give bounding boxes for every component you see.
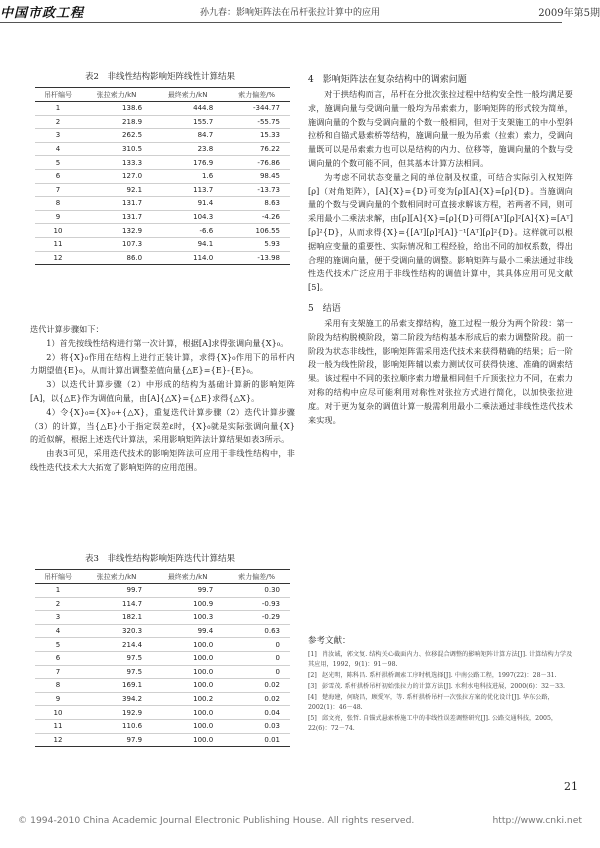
reference-number: [2] bbox=[308, 672, 317, 679]
table-cell: 6 bbox=[35, 651, 81, 665]
reference-number: [4] bbox=[308, 694, 317, 701]
section-5-heading: 5 结语 bbox=[308, 303, 341, 314]
table-cell: -0.29 bbox=[223, 611, 290, 625]
table-row bbox=[35, 115, 290, 129]
table-cell: 262.5 bbox=[81, 129, 152, 143]
reference-item bbox=[308, 650, 573, 670]
table-row bbox=[35, 129, 290, 143]
table-row bbox=[35, 651, 290, 665]
table-row bbox=[35, 679, 290, 693]
right-column bbox=[308, 70, 573, 732]
table-cell: 9 bbox=[35, 210, 81, 224]
table-cell: 182.1 bbox=[81, 611, 152, 625]
table-row bbox=[35, 611, 290, 625]
table-cell: -76.86 bbox=[223, 156, 290, 170]
table-cell: 5 bbox=[35, 156, 81, 170]
table-row bbox=[35, 183, 290, 197]
table-cell: 444.8 bbox=[152, 102, 223, 116]
table-cell: 23.8 bbox=[152, 142, 223, 156]
section-4-paragraph: 对于拱结构而言，吊杆在分批次张拉过程中结构安全性一般均满足要求，施调向量与受调向量一般均为吊索索力，影响矩阵的形式较为简单，施调向量的个数与受调向量的个数一般相同，但对于支架施工的中小型斜拉桥和自锚式悬索桥等结构，施调向量一般为吊索（拉索）索力，受调向量既可以是吊索索力也可以是结构的内力、位移等，施调向量的个数与受调向量的个数可能不同，但其基本计算方法相同。 bbox=[308, 89, 573, 168]
table-cell: 4 bbox=[35, 142, 81, 156]
table-cell: 100.0 bbox=[152, 719, 223, 733]
table-row bbox=[35, 597, 290, 611]
table-cell: 133.3 bbox=[81, 156, 152, 170]
reference-item bbox=[308, 693, 573, 713]
table-cell: 97.5 bbox=[81, 651, 152, 665]
table-row bbox=[35, 719, 290, 733]
iteration-steps bbox=[30, 323, 295, 475]
table-cell: 138.6 bbox=[81, 102, 152, 116]
table-row bbox=[35, 142, 290, 156]
table-row bbox=[35, 624, 290, 638]
table-cell: 218.9 bbox=[81, 115, 152, 129]
references bbox=[308, 634, 573, 735]
table-cell: 100.0 bbox=[152, 733, 223, 747]
table-cell: -13.73 bbox=[223, 183, 290, 197]
reference-number: [1] bbox=[308, 651, 317, 658]
table-cell: 0.03 bbox=[223, 719, 290, 733]
table-cell: 0 bbox=[223, 665, 290, 679]
table-row bbox=[35, 197, 290, 211]
reference-text: 赵光明，陈科昌. 系杆拱桥调索工序时机选择[J]. 中南公路工程，1997(22)：28－31. bbox=[322, 672, 557, 679]
column-header: 张拉索力/kN bbox=[81, 88, 152, 102]
table-cell: 2 bbox=[35, 597, 81, 611]
table-cell: 5.93 bbox=[223, 237, 290, 251]
table-row bbox=[35, 692, 290, 706]
table-cell: 100.2 bbox=[152, 692, 223, 706]
table-cell: 106.55 bbox=[223, 224, 290, 238]
table-cell: 84.7 bbox=[152, 129, 223, 143]
iteration-heading: 迭代计算步骤如下： bbox=[30, 324, 104, 334]
table-cell: 99.7 bbox=[81, 584, 152, 598]
table-cell: 104.3 bbox=[152, 210, 223, 224]
table-3-caption: 表3 非线性结构影响矩阵迭代计算结果 bbox=[85, 554, 235, 564]
reference-text: 肖汝诚，郭文复. 结构关心截面内力、位移混合调整的影响矩阵计算方法[J]. 计算结构力学及其应用，1992，9(1)：91－98. bbox=[308, 651, 573, 668]
table-cell: 100.9 bbox=[152, 597, 223, 611]
table-cell: 114.7 bbox=[81, 597, 152, 611]
table-3 bbox=[30, 552, 290, 747]
table-cell: 7 bbox=[35, 665, 81, 679]
table-row bbox=[35, 665, 290, 679]
table-cell: 127.0 bbox=[81, 169, 152, 183]
reference-text: 楚海建，何晓昌，顾愛军，等. 系杆拱桥吊杆一次张拉方案的优化设计[J]. 华东公路，2002(1)：46－48. bbox=[308, 694, 554, 711]
table-cell: 97.5 bbox=[81, 665, 152, 679]
table-row bbox=[35, 733, 290, 747]
table-cell: 15.33 bbox=[223, 129, 290, 143]
journal-logo: 中国市政工程 bbox=[0, 6, 85, 21]
iteration-conclusion: 由表3可见，采用迭代技术的影响矩阵法可应用于非线性结构中，非线性迭代技术大大拓宽了影响矩阵的应用范围。 bbox=[30, 448, 295, 472]
table-cell: 1 bbox=[35, 102, 81, 116]
table-cell: 394.2 bbox=[81, 692, 152, 706]
table-cell: 7 bbox=[35, 183, 81, 197]
table-cell: 8 bbox=[35, 679, 81, 693]
table-cell: 0 bbox=[223, 638, 290, 652]
table-row bbox=[35, 102, 290, 116]
table-cell: 113.7 bbox=[152, 183, 223, 197]
table-cell: 155.7 bbox=[152, 115, 223, 129]
section-4-paragraph: 为考虑不同状态变量之间的单位制及权重，可结合实际引入权矩阵[ρ]（对角矩阵），[A]{X}={D}可变为[ρ][A]{X}=[ρ]{D}。当施调向量的个数与受调向量的个数相同时可直接求解该方程，若两者不同，则可采用最小二乘法求解，由[ρ][A]{X}=[ρ]{D}可得[Aᵀ][ρ]²[A]{X}=[Aᵀ][ρ]²{D}，从而求得{X}={[Aᵀ][ρ]²[A]}⁻¹[Aᵀ][ρ]²{D}。这样就可以根据响应变量的重要性、实际情况和工程经验，给出不同的加权系数，得出合理的施调向量，便于受调向量的调整。影响矩阵与最小二乘法通过非线性迭代技术广泛应用于非线性结构的调值计算中，其具体应用可见文献[5]。 bbox=[308, 171, 573, 293]
table-cell: 100.0 bbox=[152, 638, 223, 652]
table-cell: 11 bbox=[35, 237, 81, 251]
table-cell: -6.6 bbox=[152, 224, 223, 238]
table-cell: 0.63 bbox=[223, 624, 290, 638]
table-cell: 0 bbox=[223, 651, 290, 665]
table-cell: 11 bbox=[35, 719, 81, 733]
table-header-row bbox=[35, 570, 290, 584]
table-cell: 310.5 bbox=[81, 142, 152, 156]
footer-link[interactable]: http://www.cnki.net bbox=[492, 815, 582, 826]
table-2-caption: 表2 非线性结构影响矩阵线性计算结果 bbox=[85, 72, 235, 82]
table-row bbox=[35, 638, 290, 652]
reference-item bbox=[308, 682, 573, 692]
table-cell: 100.3 bbox=[152, 611, 223, 625]
table-row bbox=[35, 156, 290, 170]
table-cell: 131.7 bbox=[81, 197, 152, 211]
column-header: 最终索力/kN bbox=[152, 570, 223, 584]
table-cell: 1.6 bbox=[152, 169, 223, 183]
table-cell: 12 bbox=[35, 733, 81, 747]
table-cell: 3 bbox=[35, 611, 81, 625]
table-cell: 99.7 bbox=[152, 584, 223, 598]
table-cell: 92.1 bbox=[81, 183, 152, 197]
reference-list bbox=[308, 650, 573, 734]
reference-text: 邱文亮，张哲. 自锚式悬索桥施工中的非线性误差调整研究[J]. 公路交通科技，2005，22(6)：72－74. bbox=[308, 715, 558, 732]
page-number: 21 bbox=[564, 780, 578, 793]
reference-text: 彭雪茂. 系杆拱桥吊杆初始张拉力的计算方法[J]. 水利水电科技进展，2000(6)：32－33. bbox=[322, 683, 566, 690]
column-header: 张拉索力/kN bbox=[81, 570, 152, 584]
issue-number: 2009年第5期 bbox=[538, 8, 600, 19]
table-cell: 0.02 bbox=[223, 692, 290, 706]
page-header bbox=[0, 0, 600, 23]
table-cell: 9 bbox=[35, 692, 81, 706]
table-cell: 10 bbox=[35, 224, 81, 238]
table-cell: 169.1 bbox=[81, 679, 152, 693]
table-cell: 0.04 bbox=[223, 706, 290, 720]
table-cell: 6 bbox=[35, 169, 81, 183]
table-row bbox=[35, 237, 290, 251]
reference-item bbox=[308, 714, 573, 734]
table-row bbox=[35, 584, 290, 598]
table-row bbox=[35, 251, 290, 265]
table-cell: -55.75 bbox=[223, 115, 290, 129]
table-cell: 100.0 bbox=[152, 679, 223, 693]
reference-item bbox=[308, 671, 573, 681]
table-cell: 214.4 bbox=[81, 638, 152, 652]
iteration-step-3: 3）以迭代计算步骤（2）中形成的结构为基础计算新的影响矩阵[A]，以{△E}作为调值向量，由[A]{△X}={△E}求得{△X}。 bbox=[30, 379, 295, 403]
table-cell: 8 bbox=[35, 197, 81, 211]
table-cell: 76.22 bbox=[223, 142, 290, 156]
column-header: 吊杆编号 bbox=[35, 570, 81, 584]
table-cell: -13.98 bbox=[223, 251, 290, 265]
table-cell: 3 bbox=[35, 129, 81, 143]
table-cell: 0.02 bbox=[223, 679, 290, 693]
table-2 bbox=[30, 70, 290, 265]
column-header: 最终索力/kN bbox=[152, 88, 223, 102]
column-header: 索力偏差/% bbox=[223, 570, 290, 584]
table-cell: 5 bbox=[35, 638, 81, 652]
table-cell: 2 bbox=[35, 115, 81, 129]
table-cell: 176.9 bbox=[152, 156, 223, 170]
table-cell: 91.4 bbox=[152, 197, 223, 211]
table-row bbox=[35, 224, 290, 238]
table-row bbox=[35, 210, 290, 224]
table-cell: 100.0 bbox=[152, 665, 223, 679]
table-cell: 97.9 bbox=[81, 733, 152, 747]
table-cell: -0.93 bbox=[223, 597, 290, 611]
table-cell: 107.3 bbox=[81, 237, 152, 251]
table-cell: 100.0 bbox=[152, 706, 223, 720]
reference-number: [5] bbox=[308, 715, 317, 722]
running-title: 孙九春：影响矩阵法在吊杆张拉计算中的应用 bbox=[200, 8, 381, 18]
table-cell: 192.9 bbox=[81, 706, 152, 720]
table-2-grid bbox=[35, 87, 290, 265]
table-cell: 100.0 bbox=[152, 651, 223, 665]
table-row bbox=[35, 169, 290, 183]
table-cell: 320.3 bbox=[81, 624, 152, 638]
iteration-step-2: 2）将{X}₀作用在结构上进行正装计算，求得{X}₀作用下的吊杆内力期望值{E}₀，从而计算出调整差值向量{△E}={E}-{E}₀。 bbox=[30, 351, 295, 376]
iteration-step-4: 4）令{X}₀={X}₀+{△X}，重复迭代计算步骤（2）迭代计算步骤（3）的计算，当{△E}小于指定误差ε时，{X}₀就是实际张调向量{X}的近似解，根据上述迭代计算法，采用影响矩阵法计算结果如表3所示。 bbox=[30, 406, 295, 445]
table-cell: 0.30 bbox=[223, 584, 290, 598]
reference-number: [3] bbox=[308, 683, 317, 690]
table-cell: 94.1 bbox=[152, 237, 223, 251]
section-4-heading: 4 影响矩阵法在复杂结构中的调索问题 bbox=[308, 75, 467, 85]
table-cell: 1 bbox=[35, 584, 81, 598]
column-header: 吊杆编号 bbox=[35, 88, 81, 102]
section-5-paragraph: 采用有支架施工的吊索支撑结构，施工过程一般分为两个阶段：第一阶段为结构脱模阶段，第二阶段为结构基本形成后的索力调整阶段。前一阶段为状态非线性，影响矩阵需采用迭代技术来获得精确的结果；后一阶段一般为线性阶段，影响矩阵辅以索力测试仅可获得快速、准确的调索结果。该过程中不同的张拉顺序索力增量相同但千斤顶张拉力不同，在索力对称的结构中应尽可能利用对称性对张拉方式进行简化，以加快张拉进度。对于更为复杂的调值计算一般需利用最小二乘法通过非线性迭代技术来实现。 bbox=[308, 317, 573, 425]
table-cell: 131.7 bbox=[81, 210, 152, 224]
iteration-step-1: 1）首先按线性结构进行第一次计算，根据[A]求得张调向量{X}₀。 bbox=[46, 337, 289, 348]
table-cell: 12 bbox=[35, 251, 81, 265]
table-cell: 114.0 bbox=[152, 251, 223, 265]
table-cell: 8.63 bbox=[223, 197, 290, 211]
table-row bbox=[35, 706, 290, 720]
references-title: 参考文献： bbox=[308, 636, 351, 646]
table-header-row bbox=[35, 88, 290, 102]
page-footer bbox=[18, 815, 582, 826]
table-cell: -4.26 bbox=[223, 210, 290, 224]
table-cell: -344.77 bbox=[223, 102, 290, 116]
table-cell: 110.6 bbox=[81, 719, 152, 733]
table-3-grid bbox=[35, 569, 290, 747]
table-cell: 99.4 bbox=[152, 624, 223, 638]
table-cell: 132.9 bbox=[81, 224, 152, 238]
column-header: 索力偏差/% bbox=[223, 88, 290, 102]
table-cell: 0.01 bbox=[223, 733, 290, 747]
table-cell: 4 bbox=[35, 624, 81, 638]
table-cell: 10 bbox=[35, 706, 81, 720]
table-cell: 98.45 bbox=[223, 169, 290, 183]
table-cell: 86.0 bbox=[81, 251, 152, 265]
copyright-notice: © 1994-2010 China Academic Journal Electronic Publishing House. All rights reserved. bbox=[18, 815, 415, 826]
